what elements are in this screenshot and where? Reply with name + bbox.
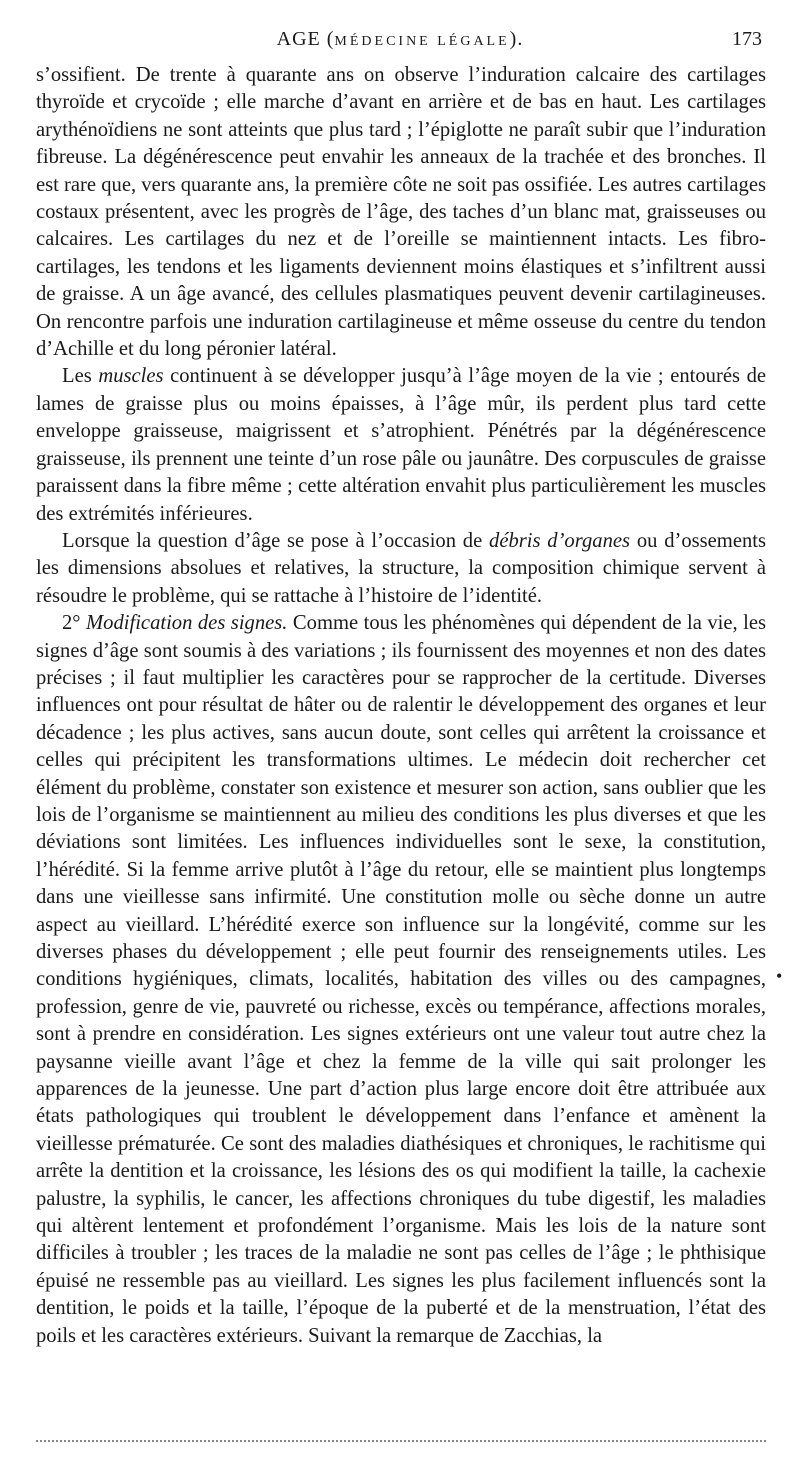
bottom-rule	[36, 1440, 766, 1442]
running-title-smallcaps: MÉDECINE LÉGALE	[334, 34, 510, 49]
margin-mark: •	[776, 966, 783, 986]
running-title-end: ).	[509, 28, 524, 50]
page-header	[38, 28, 762, 58]
running-title-main: AGE (	[276, 28, 335, 50]
italic-text: débris d’organes	[489, 529, 631, 552]
body-text	[36, 62, 766, 1350]
paragraph-text: continuent à se développer jusqu’à l’âge moyen de la vie ; entourés de lames de graisse plus ou moins épaisses, à l’âge mûr, ils perdent plus tard cette enveloppe graisseuse, maigrissent et s’atrophient. Pénétrés par la dégénérescence graisseuse, ils prennent une teinte d’un rose pâle ou jaunâtre. Des corpuscules de graisse paraissent dans la fibre même ; cette altération envahit plus particulièrement les muscles des extrémités inférieures.	[36, 365, 767, 525]
italic-text: muscles	[98, 365, 164, 388]
paragraph-text: ou d’ossements les dimensions absolues et relatives, la structure, la composition chimique servent à résoudre le problème, qui se rattache à l’histoire de l’identité.	[36, 529, 766, 607]
paragraph-text: s’ossifient. De trente à quarante ans on observe l’induration calcaire des cartilages thyroïde et crycoïde ; elle marche d’avant en arrière et de bas en haut. Les cartilages arythénoïdiens ne sont atteints que plus tard ; l’épiglotte ne paraît subir que l’induration fibreuse. La dégénérescence peut envahir les anneaux de la trachée et des bronches. Il est rare que, vers quarante ans, la première côte ne soit pas ossifiée. Les autres cartilages costaux présentent, avec les progrès de l’âge, des taches d’un blanc mat, graisseuses ou calcaires. Les cartilages du nez et de l’oreille se maintiennent intacts. Les fibro-cartilages, les tendons et les ligaments deviennent moins élastiques et s’infiltrent aussi de graisse. A un âge avancé, des cellules plasmatiques peuvent devenir cartilagineuses. On rencontre parfois une induration cartilagineuse et même osseuse du centre du tendon d’Achille et du long péronier latéral.	[36, 64, 766, 361]
paragraph-text: Les	[62, 365, 99, 388]
paragraph	[36, 528, 766, 610]
running-title	[38, 28, 762, 51]
paragraph	[36, 62, 766, 363]
paragraph-text: Comme tous les phénomènes qui dépendent de la vie, les signes d’âge sont soumis à des variations ; ils fournissent des moyennes et non des dates précises ; il faut multiplier les caractères pour se rapprocher de la certitude. Diverses influences ont pour résultat de hâter ou de ralentir le développement des organes et leur décadence ; les plus actives, sans aucun doute, sont celles qui arrêtent la croissance et celles qui précipitent les transformations ultimes. Le médecin doit rechercher cet élément du problème, constater son existence et mesurer son action, sans oublier que les lois de l’organisme se maintiennent au milieu des conditions les plus diverses et que les déviations sont limitées. Les influences individuelles sont le sexe, la constitution, l’hérédité. Si la femme arrive plutôt à l’âge du retour, elle se maintient plus longtemps dans une vieillesse sans infirmité. Une constitution molle ou sèche donne un autre aspect au vieillard. L’hérédité exerce son influence sur la longévité, comme sur les diverses phases du développement ; elle peut fournir des renseignements utiles. Les conditions hygiéniques, climats, localités, habitation des villes ou des campagnes, profession, genre de vie, pauvreté ou richesse, excès ou tempérance, affections morales, sont à prendre en considération. Les signes extérieurs ont une valeur tout autre chez la paysanne vieille avant l’âge et chez la femme de la ville qui sait prolonger les apparences de la jeunesse. Une part d’action plus large encore doit être attribuée aux états pathologiques qui troublent le développement dans l’enfance et amènent la vieillesse prématurée. Ce sont des maladies diathésiques et chroniques, le rachitisme qui arrête la dentition et la croissance, les lésions des os qui modifient la taille, la cachexie palustre, la syphilis, le cancer, les affections chroniques du tube digestif, les maladies qui altèrent lentement et profondément l’organisme. Mais les lois de la nature sont difficiles à troubler ; les traces de la maladie ne sont pas celles de l’âge ; le phthisique épuisé ne ressemble pas au vieillard. Les signes les plus facilement influencés sont la dentition, le poids et la taille, l’époque de la puberté et de la menstruation, l’état des poils et les caractères extérieurs. Suivant la remarque de Zacchias, la	[36, 612, 766, 1347]
italic-text: Modification des signes.	[86, 612, 288, 635]
paragraph	[36, 363, 766, 527]
paragraph-text: 2°	[62, 612, 87, 635]
page-number: 173	[732, 28, 762, 50]
paragraph-text: Lorsque la question d’âge se pose à l’occasion de	[62, 529, 490, 552]
paragraph	[36, 610, 766, 1350]
